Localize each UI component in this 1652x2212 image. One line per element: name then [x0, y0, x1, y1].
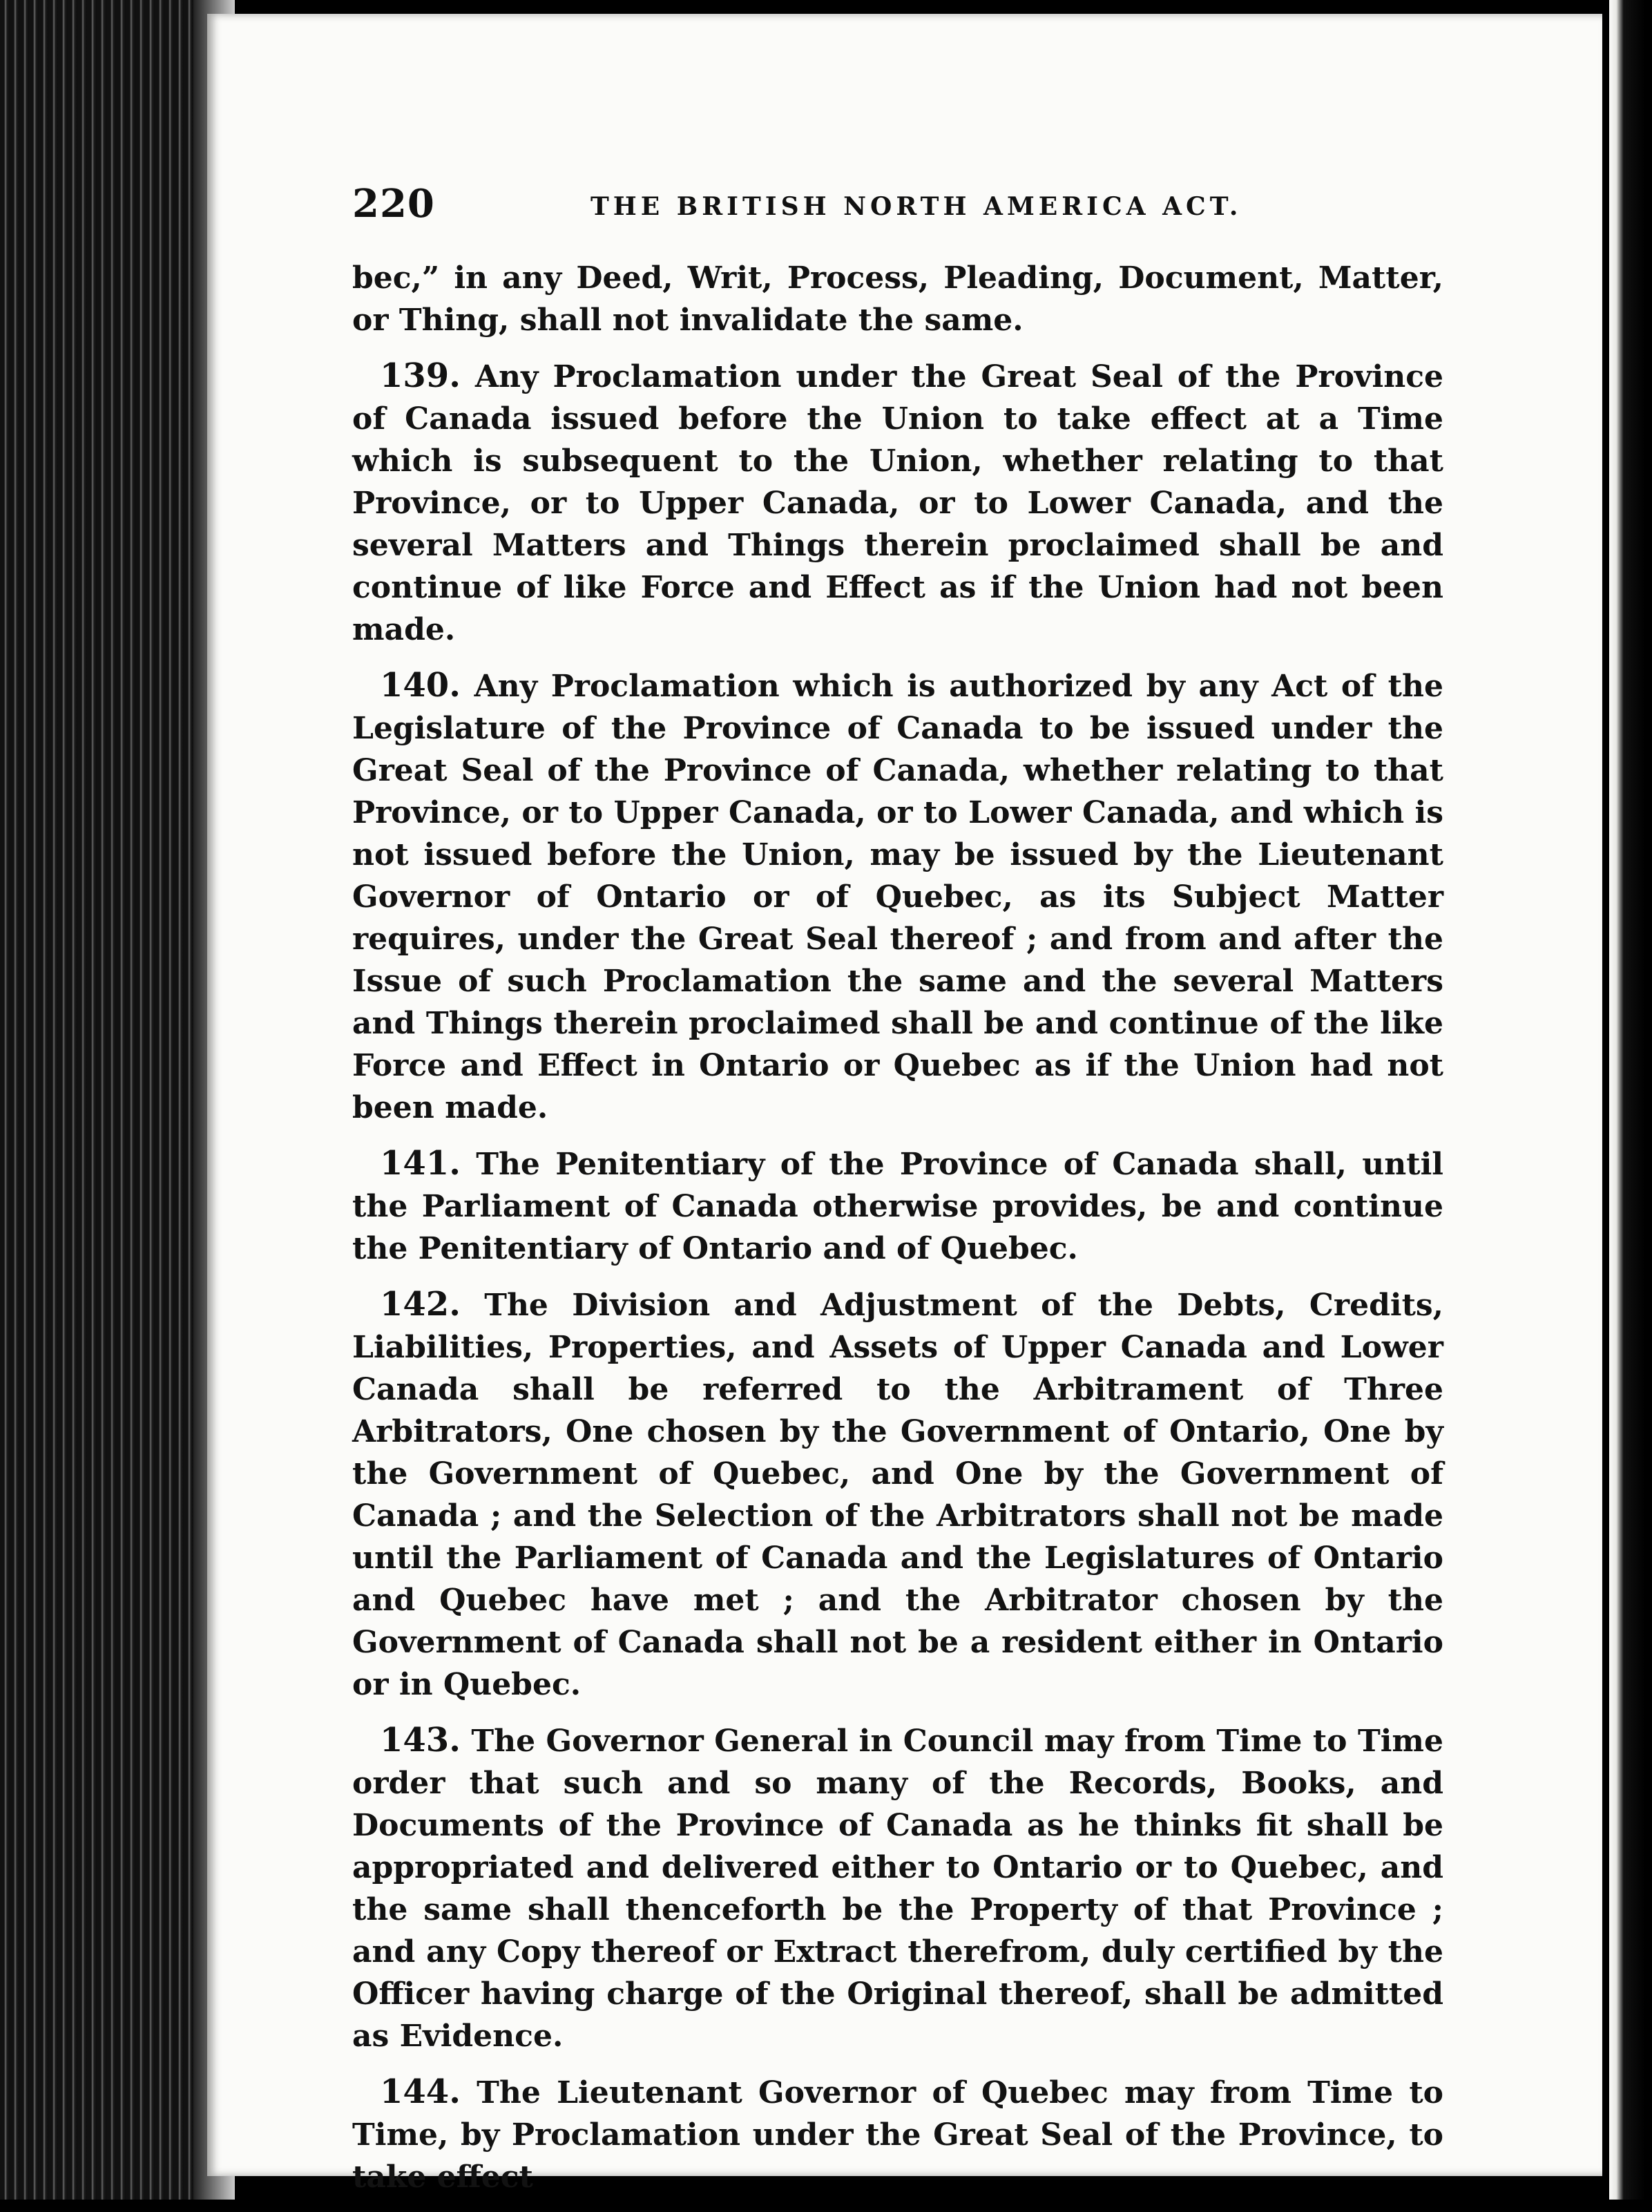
- section-text: Any Proclamation which is authorized by any Act of the Legislature of the Province of Canada to be issued under the Great Seal of the Province of Canada, whether relating to that Province, or to Upper Canada, or to Lower Canada, and which is not issued before the Union, may be issued by the Lieutenant Governor of Ontario or of Quebec, as its Subject Matter requires, under the Great Seal thereof ; and from and after the Issue of such Proclamation the same and the several Matters and Things therein proclaimed shall be and continue of the like Force and Effect in Ontario or Quebec as if the Union had not been made.: [352, 669, 1443, 1125]
- paragraph-text: bec,” in any Deed, Writ, Process, Pleading, Document, Matter, or Thing, shall not invalidate the same.: [352, 260, 1443, 338]
- running-title: THE BRITISH NORTH AMERICA ACT.: [590, 192, 1242, 221]
- section-number: 142.: [380, 1285, 461, 1324]
- section-number: 143.: [380, 1721, 461, 1760]
- section-text: Any Proclamation under the Great Seal of the Province of Canada issued before the Union to take effect at a Time which is subsequent to the Union, whether relating to that Province, or to Upper Canada, or to Lower Canada, and the several Matters and Things therein proclaimed shall be and continue of like Force and Effect as if the Union had not been made.: [352, 359, 1443, 647]
- running-head: [352, 181, 1519, 236]
- section-144: [352, 2071, 1443, 2198]
- section-text: The Governor General in Council may from Time to Time order that such and so many of the Records, Books, and Documents of the Province of Canada as he thinks fit shall be appropriated and delivered either to Ontario or to Quebec, and the same shall thenceforth be the Property of that Province ; and any Copy thereof or Extract therefrom, duly certified by the Officer having charge of the Original thereof, shall be admitted as Evidence.: [352, 1724, 1443, 2054]
- section-142: [352, 1284, 1443, 1706]
- section-text: The Penitentiary of the Province of Canada shall, until the Parliament of Canada otherwise provides, be and continue the Penitentiary of Ontario and of Quebec.: [352, 1147, 1443, 1266]
- body-text: [352, 257, 1443, 2212]
- section-140: [352, 665, 1443, 1129]
- section-number: 144.: [380, 2072, 461, 2111]
- section-141: [352, 1143, 1443, 1270]
- section-number: 140.: [380, 666, 461, 705]
- section-number: 139.: [380, 356, 461, 395]
- section-143: [352, 1719, 1443, 2057]
- book-page-edges: [0, 0, 235, 2200]
- section-text: The Lieutenant Governor of Quebec may from Time to Time, by Proclamation under the Great Seal of the Province, to take effect: [352, 2075, 1443, 2195]
- paragraph-continuation: [352, 257, 1443, 341]
- section-139: [352, 355, 1443, 651]
- section-text: The Division and Adjustment of the Debts, Credits, Liabilities, Properties, and Assets of Upper Canada and Lower Canada shall be referred to the Arbitrament of Three Arbitrators, One chosen by the Government of Ontario, One by the Government of Quebec, and One by the Government of Canada ; and the Selection of the Arbitrators shall not be made until the Parliament of Canada and the Legislatures of Ontario and Quebec have met ; and the Arbitrator chosen by the Government of Canada shall not be a resident either in Ontario or in Quebec.: [352, 1288, 1443, 1702]
- page-right-edge: [1609, 0, 1645, 2200]
- page-number: 220: [352, 181, 435, 227]
- section-number: 141.: [380, 1144, 461, 1183]
